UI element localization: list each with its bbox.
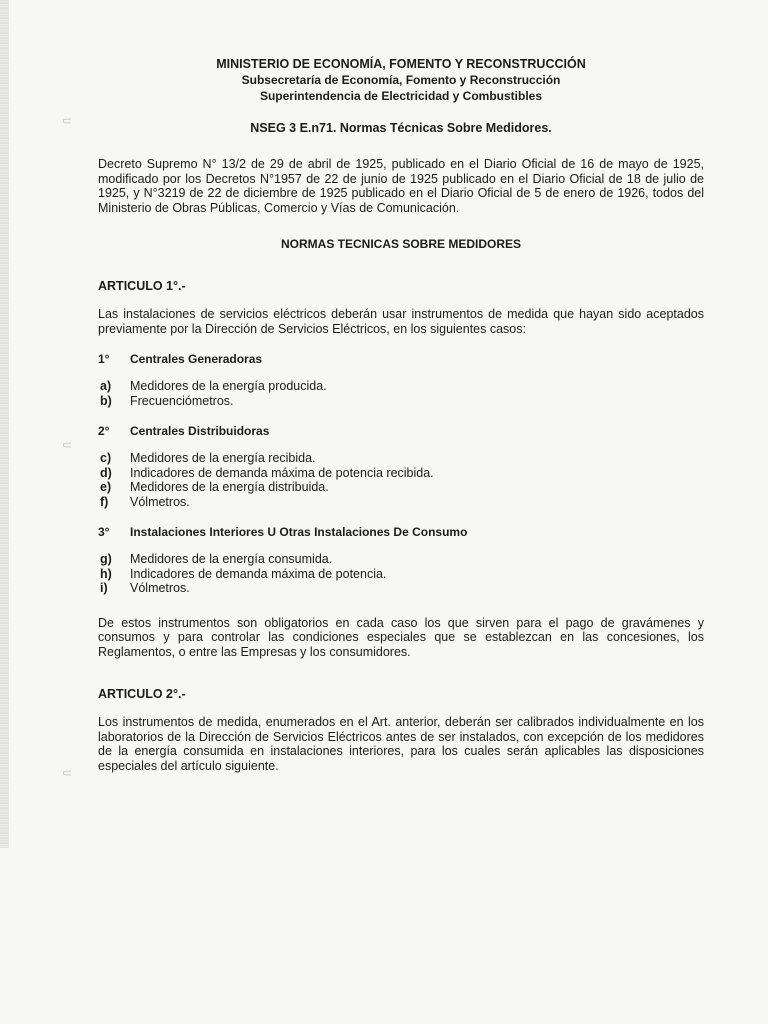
group-items <box>98 552 704 596</box>
group-2 <box>98 424 704 509</box>
item-letter: d) <box>100 465 112 480</box>
article-1-closing: De estos instrumentos son obligatorios en cada caso los que sirven para el pago de gravámenes y consumos y para controlar las condiciones especiales que se establezcan en las concesiones, los Reglamentos, o entre las Empresas y los consumidores. <box>98 615 704 659</box>
section-heading: NORMAS TECNICAS SOBRE MEDIDORES <box>280 237 522 251</box>
list-item <box>98 466 704 481</box>
decree-paragraph: Decreto Supremo N° 13/2 de 29 de abril de 1925, publicado en el Diario Oficial de 16 de mayo de 1925, modificado por los Decretos N°1957 de 22 de junio de 1925 publicado en el Diario Oficial de 18 de julio de 1925, y N°3219 de 22 de diciembre de 1925 publicado en el Diario Oficial de 5 de enero de 1926, todos del Ministerio de Obras Públicas, Comercio y Vías de Comunicación. <box>98 157 704 215</box>
group-heading <box>98 525 704 539</box>
group-title: Centrales Generadoras <box>130 352 263 366</box>
item-letter: a) <box>100 379 112 393</box>
group-heading <box>98 352 704 366</box>
subsecretaria-title: Subsecretaría de Economía, Fomento y Reconstrucción <box>241 73 561 87</box>
item-text: Medidores de la energía recibida. <box>130 451 316 465</box>
item-text: Medidores de la energía consumida. <box>130 552 333 566</box>
article-2-text: Los instrumentos de medida, enumerados en el Art. anterior, deberán ser calibrados individualmente en los laboratorios de la Dirección de Servicios Eléctricos antes de ser instalados, con excepción de los medidores de la energía consumida en instalaciones interiores, para los cuales serán aplicables las disposiciones especiales del artículo siguiente. <box>98 715 704 773</box>
group-items <box>98 451 704 509</box>
list-item <box>98 480 704 495</box>
document-header <box>98 56 704 104</box>
list-item <box>98 552 704 567</box>
norm-title: NSEG 3 E.n71. Normas Técnicas Sobre Medidores. <box>250 121 552 135</box>
punch-hole-mark: ⸦ <box>60 765 74 781</box>
item-letter: h) <box>100 566 112 581</box>
group-3 <box>98 525 704 596</box>
group-number: 2° <box>98 424 110 438</box>
list-item <box>98 451 704 466</box>
superintendencia-title: Superintendencia de Electricidad y Combustibles <box>259 89 543 103</box>
group-number: 1° <box>98 352 110 366</box>
list-item <box>98 581 704 596</box>
group-title: Centrales Distribuidoras <box>130 424 270 438</box>
item-letter: f) <box>100 494 109 509</box>
list-item <box>98 394 704 409</box>
item-text: Frecuenciómetros. <box>130 393 234 408</box>
group-items <box>98 379 704 408</box>
item-letter: c) <box>100 451 112 465</box>
item-text: Vólmetros. <box>130 581 190 595</box>
document-page <box>98 56 704 773</box>
list-item <box>98 567 704 582</box>
group-1 <box>98 352 704 408</box>
group-title: Instalaciones Interiores U Otras Instalaciones De Consumo <box>130 525 468 539</box>
ministry-title: MINISTERIO DE ECONOMÍA, FOMENTO Y RECONSTRUCCIÓN <box>216 57 586 71</box>
item-text: Indicadores de demanda máxima de potencia. <box>130 566 387 581</box>
punch-hole-mark: ⸦ <box>60 113 74 129</box>
item-letter: i) <box>100 581 108 595</box>
item-text: Vólmetros. <box>130 494 190 509</box>
item-letter: e) <box>100 480 112 494</box>
list-item <box>98 495 704 510</box>
item-text: Indicadores de demanda máxima de potencia recibida. <box>130 465 434 480</box>
group-number: 3° <box>98 525 110 539</box>
punch-hole-mark: ⸦ <box>60 437 74 453</box>
article-2-title: ARTICULO 2°.- <box>98 687 186 701</box>
article-1-title: ARTICULO 1°.- <box>98 279 186 293</box>
group-heading <box>98 424 704 438</box>
list-item <box>98 379 704 394</box>
article-1-intro: Las instalaciones de servicios eléctricos deberán usar instrumentos de medida que hayan sido aceptados previamente por la Dirección de Servicios Eléctricos, en los siguientes casos: <box>98 307 704 336</box>
item-letter: g) <box>100 552 112 566</box>
item-text: Medidores de la energía producida. <box>130 379 327 393</box>
item-text: Medidores de la energía distribuida. <box>130 480 329 494</box>
scan-edge-artifact <box>0 0 9 848</box>
item-letter: b) <box>100 393 112 408</box>
